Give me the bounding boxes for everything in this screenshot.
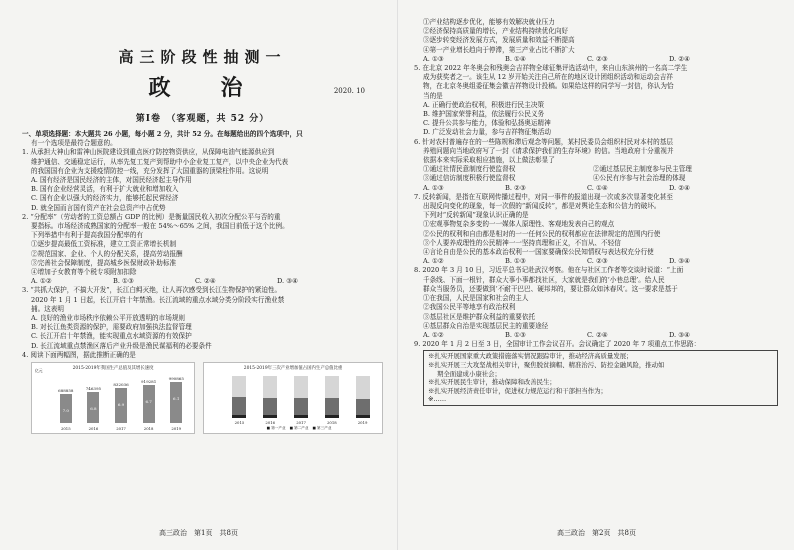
question-stem: 2. “分配率”（劳动者的工资总额占 GDP 的比例）是衡量国民收入初次分配公平与否的重	[22, 212, 281, 221]
legend-item: ■ 第二产业	[289, 426, 309, 431]
exam-title: 高三阶段性抽测一	[118, 48, 287, 66]
statement-3: ③基层社区是维护群众利益的重要依托	[423, 312, 536, 321]
option-b: B. 维护国家荣誉利益，依法履行公民义务	[423, 110, 545, 119]
x-tick-label: 2017	[296, 420, 306, 426]
bar-value-label: 919281	[140, 378, 157, 384]
statement-2: ②我国公民平等地享有政治权利	[423, 303, 516, 312]
stacked-bar	[263, 376, 277, 418]
option-b: B. 国有企业经营灵活，有利于扩大就业和增加收入	[31, 185, 179, 194]
option-a: A. 正确行使政治权利，积极进行民主决策	[423, 100, 545, 109]
bar-segment	[263, 398, 277, 415]
stacked-bar	[232, 376, 246, 418]
question-stem: 9. 2020 年 1 月 2 日至 3 日，全国审计工作会议召开。会议确定了 2020 年 7 项重点工作思路：	[414, 340, 701, 349]
subject-title: 政 治	[148, 75, 257, 101]
option-b: B. ①③	[113, 277, 134, 286]
gdp-bar	[85, 385, 102, 423]
bar-segment	[294, 376, 308, 398]
bar-segment	[294, 398, 308, 415]
bar-segment	[325, 398, 339, 415]
option-a: A. ①②	[423, 330, 444, 339]
x-tick-label: 2018	[326, 420, 337, 426]
growth-rate-label: 6.7	[145, 398, 152, 404]
statement-4: ④言论自由是公民的基本政治权利一一国家要确保公民知情权与表达权充分行使	[423, 248, 654, 257]
x-tick-label: 2019	[171, 426, 182, 432]
growth-rate-label: 6.8	[90, 405, 97, 411]
statement-1: ①逐步提高最低工资标准，建立工资正常增长机制	[31, 240, 177, 249]
question-stem: 养殖问题向当地政府写了一封《请求保护我们的生存环境》的信。当地政府十分重视并	[423, 146, 674, 155]
question-stem: 物，在北京冬奥组委征集会徽吉祥物设计投稿。如果给这样的同学写一封信，你认为恰	[423, 82, 674, 91]
x-tick-label: 2016	[265, 420, 276, 426]
question-stem: 维护通信、交通稳定运行，从率先复工复产到帮助中小企业复工复产，以中央企业为代表	[31, 157, 289, 166]
option-c: C. 国有企业以强大的经济实力，能够托起民营经济	[31, 194, 179, 203]
statement-4: ④增加子女教育等个税专项附加扣除	[31, 268, 137, 277]
question-stem: 要指标。市场经济成熟国家的分配率一般在 54%～65% 之间，我国目前低于这个比例。	[31, 222, 289, 231]
option-b: B. ①④	[505, 54, 526, 63]
x-tick-label: 2018	[143, 426, 154, 432]
question-stem: 当的是	[423, 91, 443, 100]
option-c: C. ②③	[587, 54, 608, 63]
statement-3: ③个人要养成理性的公民精神一一坚持真理和正义，不盲从、不轻信	[423, 238, 621, 247]
option-d: D. ③④	[669, 257, 691, 266]
bar-segment	[356, 399, 370, 415]
options-row	[414, 331, 778, 340]
bar-group	[52, 377, 190, 423]
question-stem: 下列对“反转新闻”现象认识正确的是	[423, 211, 529, 220]
stacked-bar	[325, 376, 339, 418]
stacked-bar	[356, 376, 370, 418]
bar-segment	[325, 415, 339, 418]
chart-legend	[224, 426, 378, 431]
option-c: C. 提升公共参与能力，体验和弘扬奥运精神	[423, 119, 551, 128]
bar-segment	[232, 415, 246, 419]
option-d: D. ③④	[669, 330, 691, 339]
option-a: A. 国有经济是国民经济的主体，对国民经济起主导作用	[31, 176, 192, 185]
option-b: B. 对长江鱼类资源的保护，需要政府加强执法监督管理	[31, 323, 192, 332]
question-4-continued	[414, 18, 778, 64]
bullet-item: ※……	[428, 395, 447, 404]
legend-item: ■ 第一产业	[266, 426, 286, 431]
option-b: B. ①③	[505, 330, 526, 339]
question-stem: 2020 年 1 月 1 日起，长江开启十年禁渔。长江流域的重点水域分类分阶段实行渔业禁	[31, 295, 285, 304]
statement-2: ②公民的权利和自由都是相对的一一任何公民的权利都应在法律规定的范围内行使	[423, 229, 661, 238]
option-d: D. ②④	[669, 183, 691, 192]
option-a: A. ①③	[423, 54, 444, 63]
legend-item: ■ 第三产业	[312, 426, 332, 431]
bar-segment	[263, 415, 277, 418]
page-footer: 高三政治 第2页 共8页	[557, 529, 636, 537]
x-tick-label: 2019	[357, 420, 368, 426]
question-stem: 捕。这表明	[31, 304, 64, 313]
growth-rate-label: 7.0	[62, 408, 69, 414]
growth-rate-label: 6.1	[173, 395, 180, 401]
option-b: B. ①③	[505, 257, 526, 266]
statement-1: ①产业结构逐步优化，能够有效解决就业压力	[423, 18, 555, 26]
question-stem: 5. 在北京 2022 年冬奥会和残奥会吉祥物全球征集评选活动中，来自山东滨州的一名高二学生	[414, 64, 688, 73]
x-tick-label: 2016	[88, 426, 99, 432]
option-c: C. ①④	[587, 183, 608, 192]
question-2	[22, 213, 383, 287]
instructions-line: 一、单项选择题：本大题共 26 小题，每小题 2 分，共计 52 分。在每题给出的四个选项中，只	[22, 130, 303, 138]
x-axis-labels	[52, 426, 190, 431]
statement-1: ①在我国，人民是国家和社会的主人	[423, 294, 529, 303]
statement-2: ②规范国家、企业、个人的分配关系，提高劳动报酬	[31, 249, 183, 258]
question-stem: 6. 针对农村普遍存在的一些陈规和滞后观念等问题，某村民委员会组织村民对本村的基层	[414, 137, 673, 146]
statement-4: ④第一产业增长趋向于停滞，第三产业占比不断扩大	[423, 45, 575, 54]
question-7	[414, 193, 778, 267]
bar-value-label: 832036	[113, 382, 129, 388]
statement-1: ①通过社情民意制度行使监督权	[423, 165, 516, 174]
bar-value-label: 688858	[58, 388, 74, 394]
page-2	[397, 0, 794, 550]
bar-segment	[294, 415, 308, 418]
stacked-bar-group	[224, 376, 378, 418]
gdp-bar	[140, 378, 157, 423]
question-stem: 8. 2020 年 3 月 10 日，习近平总书记赴武汉考察。他在与社区工作者等交谈时说道：“上面	[414, 266, 684, 275]
bar-segment	[356, 376, 370, 399]
x-tick-label: 2015	[234, 420, 245, 426]
question-stem: 依据本来实际采取相应措施，以上做法彰显了	[423, 156, 555, 165]
bar-segment	[356, 415, 370, 418]
statement-4: ④基层群众自治是实现基层民主的重要途径	[423, 321, 549, 330]
option-a: A. ①②	[31, 277, 52, 286]
question-stem: 千条线、下面一根针，群众大事小事都找社区，大家就是我们的‘小巷总理’。给人民	[423, 275, 665, 284]
question-8	[414, 266, 778, 340]
options-row	[22, 277, 383, 286]
bar-segment	[263, 376, 277, 398]
bullet-box	[423, 350, 778, 406]
question-4	[22, 351, 383, 434]
option-d: D. 长江流域重点禁渔区落后产业升级是渔民谋福利的必要条件	[31, 341, 212, 350]
question-1	[22, 148, 383, 212]
question-5	[414, 64, 778, 138]
y-axis-unit: 亿元	[35, 368, 43, 374]
option-d: D. ③④	[277, 277, 299, 286]
x-axis-labels	[224, 420, 378, 425]
question-stem: 的我国国有企业为支援疫情防控一线，充分发挥了大国重器的顶梁柱作用。这说明	[31, 166, 269, 175]
exam-date: 2020. 10	[333, 87, 365, 95]
statement-2: ②通过基层民主制度参与民主管理	[593, 165, 692, 174]
option-b: B. ②③	[505, 183, 526, 192]
bar-segment	[232, 376, 246, 397]
x-tick-label: 2015	[60, 426, 71, 432]
chart-title: 2015-2019年三次产业增加值占国内生产总值比重	[243, 366, 343, 372]
charts-row	[22, 362, 383, 434]
statement-3: ③完善社会保障制度，提高城乡医保财政补助标准	[31, 258, 177, 267]
part-title: 第Ⅰ卷 （客观题，共 52 分）	[135, 114, 270, 124]
options-row	[414, 184, 778, 193]
option-c: C. ②④	[587, 330, 608, 339]
growth-rate-label: 6.9	[117, 402, 125, 408]
option-c: C. ②④	[195, 277, 216, 286]
x-tick-label: 2017	[116, 426, 126, 432]
statement-1: ①宏观事物复杂多变的一一媒体人原理性、客观地发表自己的观点	[423, 220, 615, 229]
chart-title: 2015-2019年我国生产总值及其增长速度	[72, 366, 154, 372]
bullet-item: 期全面建成小康社会；	[437, 369, 501, 378]
question-stem: 出现反向变化的现象，每一次假的“新闻反转”，都是对舆论生态和公信力的破坏。	[423, 202, 661, 211]
option-d: D. 就全国而言国有资产在社会总资产中占优势	[31, 203, 166, 212]
options-row	[414, 55, 778, 64]
bar-value-label: 990865	[168, 375, 184, 381]
question-stem: 3. “共抓大保护，不搞大开发”，长江白鲟灭绝，让人再次感受到长江生物保护的紧迫性。	[22, 286, 282, 295]
industry-share-chart	[203, 362, 383, 434]
instructions-line: 有一个选项是最符合题意的。	[31, 139, 117, 148]
gdp-bar	[168, 375, 184, 423]
bullet-item: ※扎实开展民生审计，推动保障和改善民生；	[428, 378, 556, 387]
option-a: A. ①③	[423, 183, 444, 192]
bar-value-label: 746395	[85, 385, 102, 391]
question-9	[414, 340, 778, 406]
bar-segment	[325, 376, 339, 398]
option-a: A. ①②	[423, 257, 444, 266]
gdp-chart	[31, 362, 195, 434]
question-stem: 群众当服务员，还要做到‘不耐干巴巴、硬邦邦的，要让群众如沐春风’。这一要求是基于	[423, 284, 678, 293]
statement-4: ④公民有序参与社会治理的体现	[593, 174, 686, 183]
subject-row	[22, 73, 383, 103]
option-d: D. ②④	[669, 54, 691, 63]
gdp-bar	[58, 388, 74, 423]
question-3	[22, 286, 383, 350]
options-row	[414, 257, 778, 266]
option-a: A. 良好的渔业市场秩序依赖公平开放透明的市场规则	[31, 314, 186, 323]
statement-2: ②经济保持高质量的增长，产业结构持续优化向好	[423, 27, 569, 36]
question-6	[414, 138, 778, 193]
bullet-item: ※扎实开展经济责任审计，促进权力规范运行和干部担当作为；	[428, 386, 607, 395]
bar-segment	[232, 397, 246, 414]
question-stem: 4. 阅读下面两幅图，据此推断正确的是	[22, 350, 136, 359]
statements-row	[414, 174, 778, 183]
gdp-bar	[113, 382, 129, 423]
page-footer: 高三政治 第1页 共8页	[159, 529, 238, 537]
bullet-item: ※扎实开展国家重大政策措施落实情况跟踪审计，推动经济高质量发展；	[428, 352, 633, 361]
option-c: C. ②③	[587, 257, 608, 266]
statement-3: ③通过信访制度积极行使监督权	[423, 174, 516, 183]
option-c: C. 长江开启十年禁渔，能实现重点水域资源的有效保护	[31, 332, 192, 341]
question-stem: 下列举措中有利于提高我国分配率的有	[31, 231, 144, 240]
statement-3: ③逐步转变经济发展方式，发展质量和效益不断提高	[423, 36, 575, 45]
bullet-item: ※扎实开展三大攻坚战相关审计，聚焦脱贫摘帽、精准治污、防控金融风险，推动如	[428, 360, 665, 369]
question-stem: 7. 反转新闻，是指在互联网传播过程中，对同一事件的报道出现一次或多次显著变化甚至	[414, 192, 673, 201]
option-d: D. 广泛发动社会力量，参与吉祥物征集活动	[423, 128, 551, 137]
question-stem: 1. 从承担大神山和雷神山医院建设到重点医疗防控物资供应，从保障电油气能源供应到	[22, 148, 275, 157]
question-stem: 成为获奖者之一。该生从 12 岁开始关注自己所在的地区设计团组织活动和运动会吉祥	[423, 73, 673, 82]
stacked-bar	[294, 376, 308, 418]
